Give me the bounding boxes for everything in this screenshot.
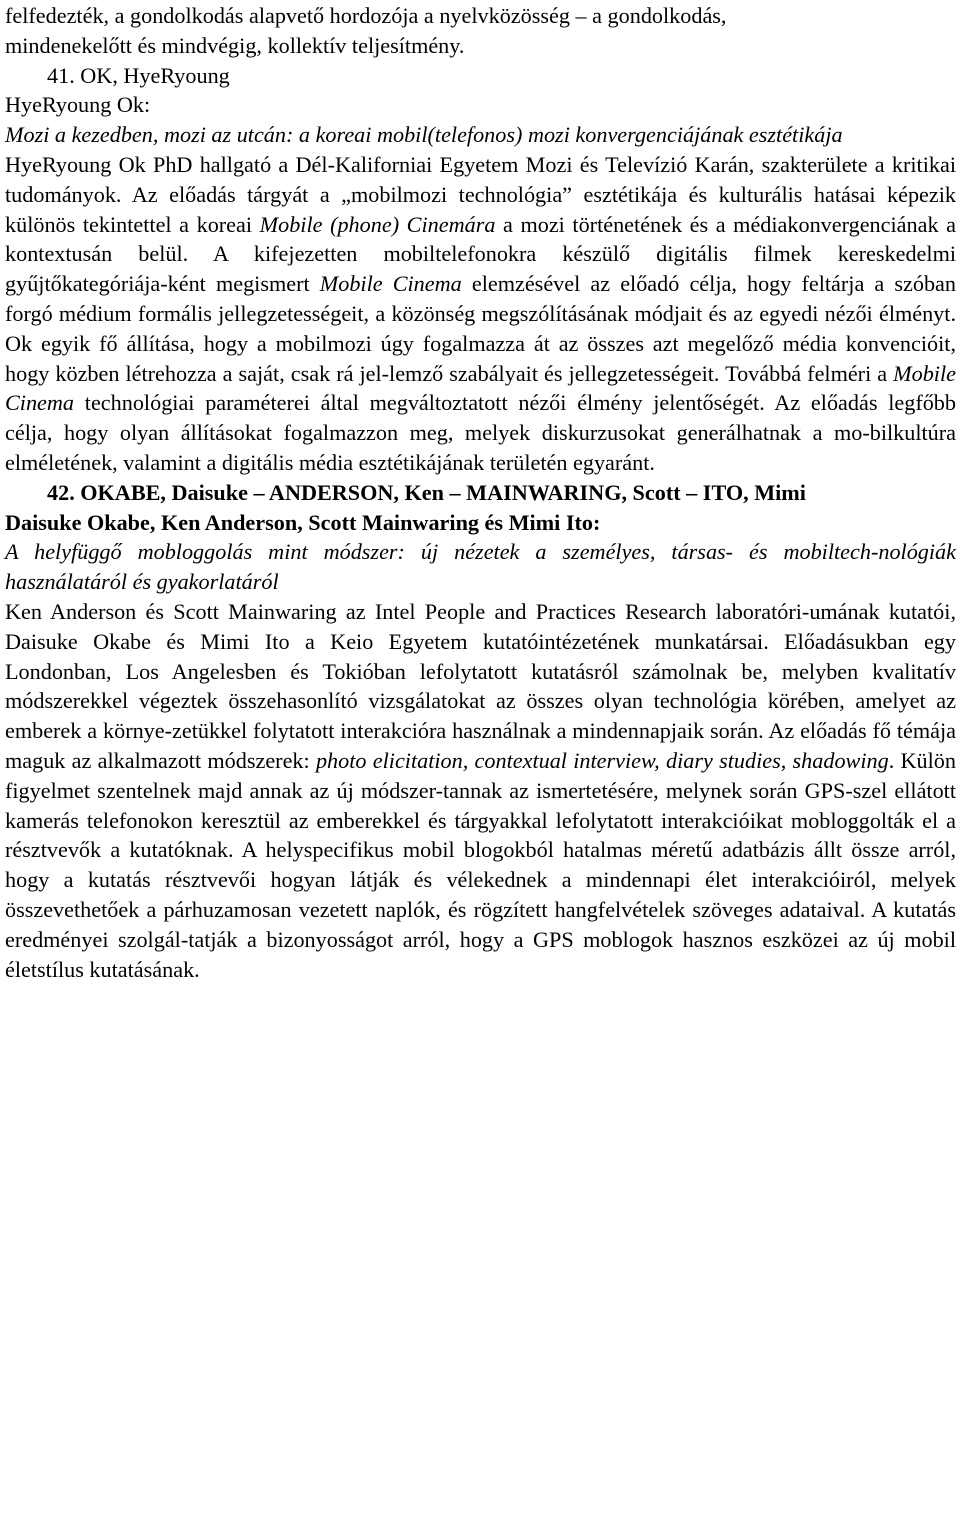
entry-41-italic-3: Mobile Cinema — [5, 360, 956, 416]
entry-42-text-2: . Külön figyelmet szentelnek majd annak az új módszer-tannak az ismertetésére, melynek során GPS-szel ellátott kamerás telefonokon keresztül az emberekkel és tárgyakkal lefolytatott interakcióikat mobloggolták el a résztvevők a kutatóknak. A helyspecifikus mobil blogokból hatalmas méretű adatbázis állt össze arról, hogy a kutatás résztvevői hogyan látják és vélekednek a mindennapi élet interakcióiról, melyek összevethetőek a párhuzamosan vezetett naplók, és rögzített hangfelvételek szöveges adataival. A kutatás eredményei szolgál-tatják a bizonyosságot arról, hogy a GPS moblogok hasznos eszközei az új mobil életstílus kutatásának. — [5, 747, 956, 982]
entry-42-author: Daisuke Okabe, Ken Anderson, Scott Mainwaring és Mimi Ito: — [5, 509, 601, 535]
entry-42-names: OKABE, Daisuke – ANDERSON, Ken – MAINWARING, Scott – ITO, Mimi — [80, 479, 806, 505]
entry-41-abstract — [5, 150, 956, 478]
entry-41-text-4: technológiai paraméterei által megváltoztatott nézői élmény jelentőségét. Az előadás legfőbb célja, hogy olyan állításokat fogalmazzon meg, melyek diskurzusokat generálhatnak a mo-bilkultúra elméletének, valamint a digitális média esztétikájának területén egyaránt. — [5, 390, 956, 475]
entry-42-number: 42. — [47, 479, 75, 505]
entry-42-text-1: Ken Anderson és Scott Mainwaring az Intel People and Practices Research laboratóri-umának kutatói, Daisuke Okabe és Mimi Ito a Keio Egyetem kutatóintézetének munkatársai. Előadásukban egy Londonban, Los Angelesben és Tokióban lefolytatott kutatásról számolnak be, melyben kvalitatív módszerekkel végeztek összehasonlító vizsgálatokat az összes olyan technológia körében, amelyet az emberek a környe-zetükkel folytatott interakcióra használnak a mindennapjaik során. Az előadás fő témája maguk az alkalmazott módszerek: — [5, 598, 956, 773]
entry-42-italic-1: photo elicitation, contextual interview, diary studies, shadowing — [315, 747, 889, 773]
entry-41-italic-1: Mobile (phone) Cinemára — [259, 211, 496, 237]
entry-41-italic-2: Mobile Cinema — [319, 271, 462, 297]
entry-42-abstract — [5, 597, 956, 984]
entry-42-heading — [5, 478, 956, 508]
entry-41-heading: 41. OK, HyeRyoung — [47, 62, 230, 88]
entry-41-title: Mozi a kezedben, mozi az utcán: a koreai mobil(telefonos) mozi konvergenciájának esztétikája — [5, 122, 843, 148]
entry-41-text-1: HyeRyoung Ok PhD hallgató a Dél-Kaliforniai Egyetem Mozi és Televízió Karán, szakterülete a kritikai tudományok. Az előadás tárgyát a „mobilmozi technológia” esztétikája és kulturális hatásai képezik különös tekintettel a koreai — [5, 151, 956, 237]
entry-41-text-2: a mozi történetének és a médiakonvergenciának a kontextusán belül. A kifejezetten mobiltelefonokra készülő digitális filmek kereskedelmi gyűjtőkategóriája-ként megismert — [5, 211, 956, 297]
entry-41-text-3: elemzésével az előadó célja, hogy feltárja a szóban forgó médium formális jellegzetességeit, a közönség megszólításának módjait és az egyedi nézői élményt. Ok egyik fő állítása, hogy a mobilmozi úgy fogalmazza át az összes azt megelőző média konvencióit, hogy közben létrehozza a saját, csak rá jel-lemző szabályait és jellegzetességeit. Továbbá felméri a — [5, 271, 957, 386]
intro-line-1: felfedezték, a gondolkodás alapvető hordozója a nyelvközösség – a gondolkodás, — [5, 3, 727, 28]
entry-42-title: A helyfüggő mobloggolás mint módszer: új nézetek a személyes, társas- és mobiltech-nológiák használatáról és gyakorlatáról — [5, 539, 956, 595]
intro-line-2: mindenekelőtt és mindvégig, kollektív teljesítmény. — [5, 32, 465, 58]
intro-paragraph — [5, 0, 956, 61]
entry-41-author: HyeRyoung Ok: — [5, 92, 151, 118]
